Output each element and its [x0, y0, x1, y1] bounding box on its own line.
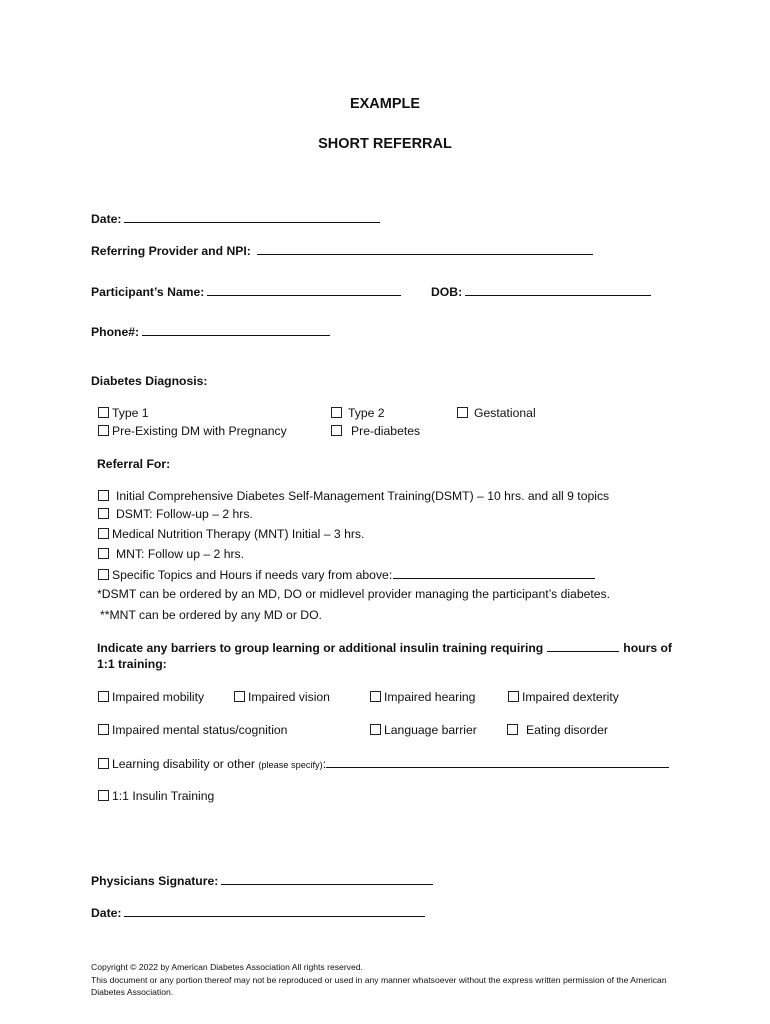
diagnosis-heading: Diabetes Diagnosis: [91, 374, 208, 388]
dob-label: DOB: [431, 285, 463, 299]
date-line[interactable] [124, 211, 380, 223]
referral-mnt-followup[interactable]: MNT: Follow up – 2 hrs. [98, 547, 244, 561]
phone-field [91, 324, 330, 339]
footer [91, 961, 691, 999]
checkbox[interactable] [98, 528, 109, 539]
barrier-hearing[interactable]: Impaired hearing [370, 690, 475, 704]
barrier-vision[interactable]: Impaired vision [234, 690, 330, 704]
checkbox[interactable] [98, 790, 109, 801]
copyright-text: Copyright © 2022 by American Diabetes Association All rights reserved. [91, 962, 363, 972]
checkbox[interactable] [98, 508, 109, 519]
notice-text: This document or any portion thereof may not be reproduced or used in any manner whatsoever without the express written permission of the American Diabetes Association. [91, 974, 667, 997]
participant-line[interactable] [207, 284, 401, 296]
checkbox[interactable] [457, 407, 468, 418]
learning-specify-line[interactable] [326, 756, 669, 768]
referral-specific-topics[interactable]: Specific Topics and Hours if needs vary from above: [98, 567, 595, 582]
date-field [91, 211, 380, 226]
checkbox[interactable] [370, 691, 381, 702]
signature-date-label: Date: [91, 906, 122, 920]
participant-field [91, 284, 401, 299]
physician-signature-line[interactable] [221, 873, 433, 885]
signature-date-line[interactable] [124, 905, 425, 917]
form-title: EXAMPLE [349, 96, 421, 112]
checkbox[interactable] [98, 490, 109, 501]
barrier-mental[interactable]: Impaired mental status/cognition [98, 723, 287, 737]
physician-signature-field [91, 873, 433, 888]
referral-dsmt-followup[interactable]: DSMT: Follow-up – 2 hrs. [98, 507, 253, 521]
signature-date-field [91, 905, 425, 920]
specific-topics-line[interactable] [393, 567, 595, 579]
provider-line[interactable] [257, 243, 593, 255]
dsmt-note: *DSMT can be ordered by an MD, DO or midlevel provider managing the participant’s diabetes. [97, 587, 611, 601]
checkbox[interactable] [370, 724, 381, 735]
checkbox[interactable] [98, 569, 109, 580]
form-subtitle: SHORT REFERRAL [318, 136, 452, 152]
option-gestational[interactable]: Gestational [457, 406, 536, 420]
option-type1[interactable]: Type 1 [98, 406, 149, 420]
referral-dsmt-initial[interactable]: Initial Comprehensive Diabetes Self-Management Training(DSMT) – 10 hrs. and all 9 topics [98, 489, 609, 503]
checkbox[interactable] [98, 548, 109, 559]
checkbox[interactable] [98, 691, 109, 702]
barriers-heading: Indicate any barriers to group learning or additional insulin training requiring hours of [97, 641, 672, 655]
checkbox[interactable] [98, 407, 109, 418]
checkbox[interactable] [508, 691, 519, 702]
date-label: Date: [91, 212, 122, 226]
barrier-dexterity[interactable]: Impaired dexterity [508, 690, 619, 704]
barrier-insulin-training[interactable]: 1:1 Insulin Training [98, 789, 214, 803]
hours-line[interactable] [547, 640, 619, 652]
barrier-eating[interactable]: Eating disorder [507, 723, 608, 737]
dob-field [431, 284, 651, 299]
checkbox[interactable] [331, 425, 342, 436]
option-preexisting[interactable]: Pre-Existing DM with Pregnancy [98, 424, 287, 438]
phone-label: Phone#: [91, 325, 140, 339]
option-prediabetes[interactable]: Pre-diabetes [331, 424, 420, 438]
physician-signature-label: Physicians Signature: [91, 874, 219, 888]
barriers-heading-line2: 1:1 training: [97, 657, 167, 671]
referral-mnt-initial[interactable]: Medical Nutrition Therapy (MNT) Initial – 3 hrs. [98, 527, 364, 541]
checkbox[interactable] [331, 407, 342, 418]
barrier-mobility[interactable]: Impaired mobility [98, 690, 204, 704]
participant-label: Participant’s Name: [91, 285, 205, 299]
provider-label: Referring Provider and NPI: [91, 244, 251, 258]
option-type2[interactable]: Type 2 [331, 406, 385, 420]
dob-line[interactable] [465, 284, 651, 296]
checkbox[interactable] [234, 691, 245, 702]
checkbox[interactable] [98, 758, 109, 769]
referral-heading: Referral For: [97, 457, 171, 471]
checkbox[interactable] [98, 425, 109, 436]
barrier-language[interactable]: Language barrier [370, 723, 477, 737]
mnt-note: **MNT can be ordered by any MD or DO. [100, 608, 322, 622]
barrier-learning[interactable]: Learning disability or other (please specify): [98, 756, 669, 771]
checkbox[interactable] [507, 724, 518, 735]
phone-line[interactable] [142, 324, 330, 336]
provider-field [91, 243, 593, 258]
checkbox[interactable] [98, 724, 109, 735]
